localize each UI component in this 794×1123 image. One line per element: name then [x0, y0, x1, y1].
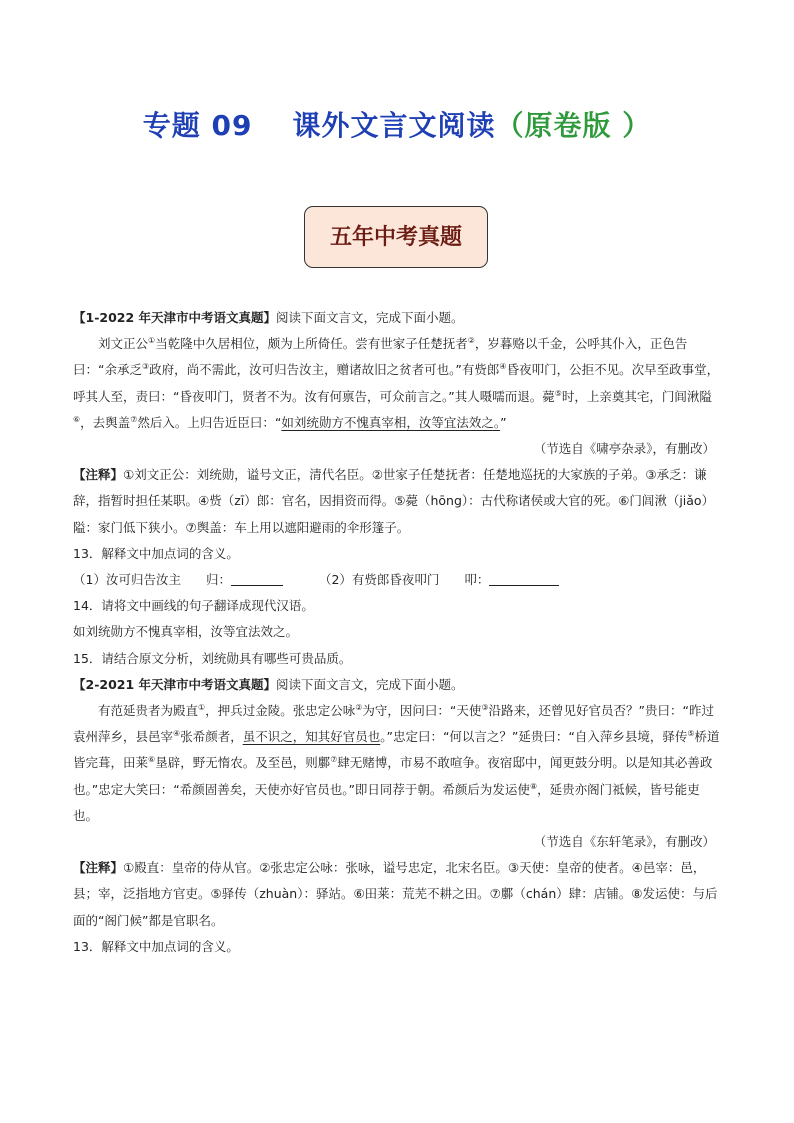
- document-body: [73, 305, 723, 960]
- q2-heading: [73, 672, 723, 698]
- q1-question-14: 14．请将文中画线的句子翻译成现代汉语。: [73, 598, 314, 614]
- answer-blank-gui[interactable]: [231, 571, 283, 586]
- footnote-ref: ①: [148, 336, 156, 346]
- footnote-ref: ⑤: [687, 729, 695, 739]
- footnote-ref: ④: [499, 362, 507, 372]
- q1-tag: 【1-2022 年天津市中考语文真题】: [73, 310, 277, 325]
- title-topic: 课外文言文阅读: [292, 109, 496, 142]
- q2-notes: 【注释】①殿直：皇帝的侍从官。②张忠定公咏：张咏，谥号忠定，北宋名臣。③天使：皇帝的使者。④邑宰：邑，县；宰，泛指地方官吏。⑤驿传（zhuàn）：驿站。⑥田莱：荒芜不耕之田。⑦鄽（chán）肆：店铺。⑧发运使：与后面的“阁门候”都是官职名。: [73, 860, 718, 928]
- q2-question-13: 13．解释文中加点词的含义。: [73, 938, 239, 954]
- q2-passage: 有范延贵者为殿直①，押兵过金陵。张忠定公咏②为守，因问曰：“天使③沿路来，还曾见好官员否？”贵曰：“昨过袁州萍乡，县邑宰④张希颜者，虽不识之，知其好官员也。”忠定曰：“何以言之？”延贵曰：“自入萍乡县境，驿传⑤桥道皆完葺，田莱⑥垦辟，野无惰农。及至邑，则鄽⑦肆无赌博，市易不敢喧争。夜宿邸中，闻更鼓分明。以是知其必善政也。”忠定大笑曰：“希颜固善矣，天使亦好官员也。”即日同荐于朝。希颜后为发运使⑧，延贵亦阁门祗候，皆号能吏也。: [73, 702, 720, 823]
- footnote-ref: ③: [141, 362, 150, 372]
- q2-prompt: 阅读下面文言文，完成下面小题。: [276, 676, 464, 692]
- title-edition: （原卷版 ）: [495, 109, 652, 142]
- q1-question-13: 13．解释文中加点词的含义。: [73, 545, 239, 561]
- footnote-ref: ④: [173, 729, 181, 739]
- footnote-ref: ⑦: [130, 414, 138, 424]
- q1-prompt: 阅读下面文言文，完成下面小题。: [276, 310, 464, 325]
- title-series: 专题 09: [142, 109, 253, 142]
- footnote-ref: ⑥: [148, 755, 156, 765]
- q1-heading: [73, 305, 723, 331]
- q1-question-14-text: 如刘统勋方不愧真宰相，汝等宜法效之。: [73, 624, 299, 640]
- footnote-ref: ③: [481, 702, 489, 712]
- underlined-sentence: 如刘统勋方不愧真宰相，汝等宜法效之。: [281, 414, 501, 430]
- q2-source: （节选自《东轩笔录》，有删改）: [533, 834, 715, 850]
- footnote-ref: ⑧: [529, 781, 538, 791]
- q1-passage: 刘文正公①当乾隆中久居相位，颇为上所倚任。尝有世家子任楚抚者②，岁暮赂以千金，公呼其仆入，正色告曰：“余承乏③政府，尚不需此，汝可归告汝主，赠诸故旧之贫者可也。”有赀郎④昏夜叩门，公拒不见。次早至政事堂，呼其人至，责曰：“昏夜叩门，贤者不为。汝有何禀告，可众前言之。”其人嗫嚅而退。薨⑤时，上亲奠其宅，门闾湫隘⑥，去舆盖⑦然后入。上归告近臣曰：“如刘统勋方不愧真宰相，汝等宜法效之。”: [73, 336, 720, 430]
- q1-question-13-items: （1）汝可归告汝主 归： （2）有赀郎昏夜叩门 叩：: [73, 567, 723, 593]
- footnote-ref: ⑤: [554, 388, 562, 398]
- underlined-sentence: 虽不识之，知其好官员也: [242, 729, 381, 745]
- footnote-ref: ⑦: [330, 755, 338, 765]
- footnote-ref: ⑥: [73, 414, 81, 424]
- page-title: [0, 104, 794, 144]
- answer-blank-kou[interactable]: [489, 571, 559, 586]
- footnote-ref: ①: [198, 702, 206, 712]
- section-banner: 五年中考真题: [304, 206, 488, 268]
- q1-notes: 【注释】①刘文正公：刘统勋，谥号文正，清代名臣。②世家子任楚抚者：任楚地巡抚的大家族的子弟。③承乏：谦辞，指暂时担任某职。④赀（zī）郎：官名，因捐资而得。⑤薨（hōng）：古代称诸侯或大官的死。⑥门闾湫（jiǎo）隘：家门低下狭小。⑦舆盖：车上用以遮阳避雨的伞形篷子。: [73, 467, 715, 535]
- q1-source: （节选自《啸亭杂录》，有删改）: [533, 441, 715, 457]
- footnote-ref: ②: [467, 336, 475, 346]
- footnote-ref: ②: [355, 702, 363, 712]
- q2-tag: 【2-2021 年天津市中考语文真题】: [73, 676, 277, 692]
- q1-question-15: 15．请结合原文分析，刘统勋具有哪些可贵品质。: [73, 650, 352, 666]
